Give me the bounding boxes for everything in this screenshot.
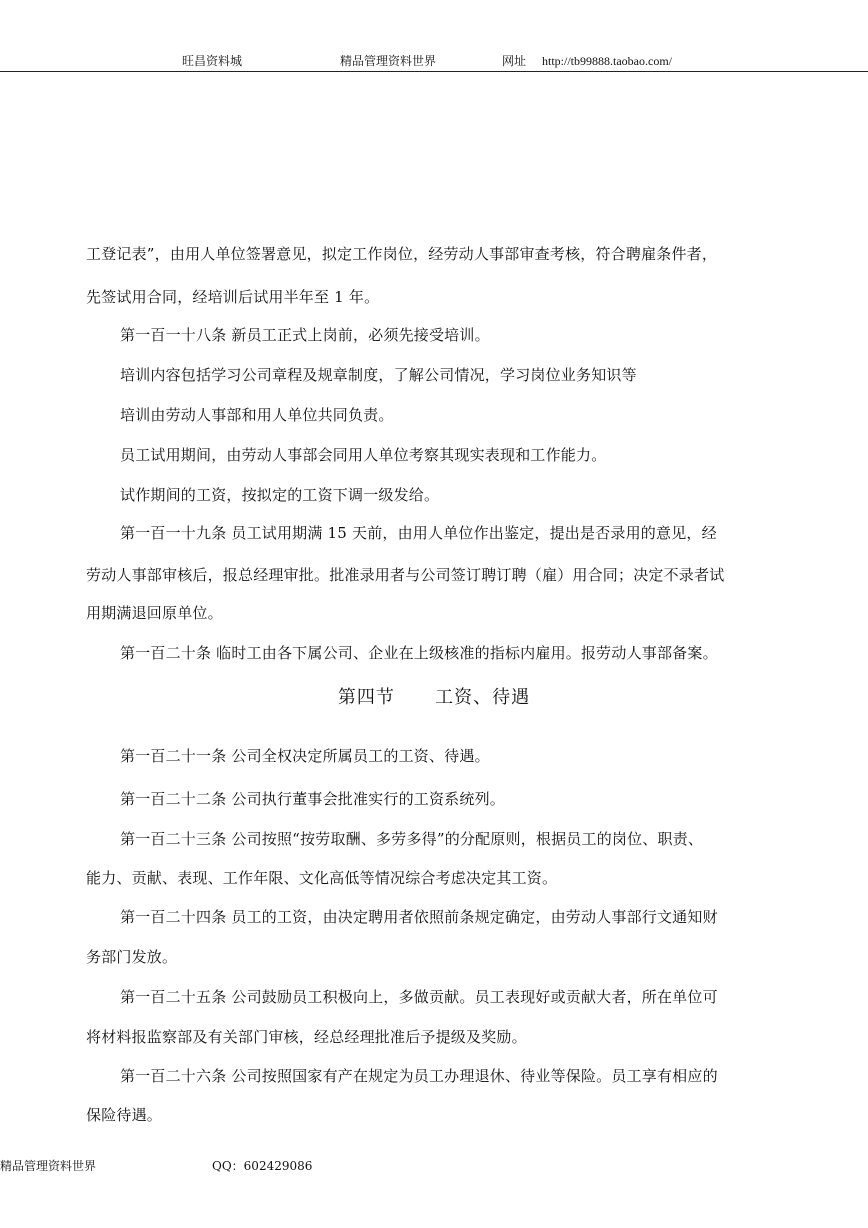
paragraph-line: 保险待遇。 bbox=[86, 1106, 163, 1124]
article-123: 第一百二十三条 公司按照“按劳取酬、多劳多得”的分配原则，根据员工的岗位、职责、 bbox=[120, 830, 704, 848]
header-divider bbox=[0, 71, 868, 72]
article-119: 第一百一十九条 员工试用期满 15 天前，由用人单位作出鉴定，提出是否录用的意见，经 bbox=[120, 524, 717, 542]
paragraph-line: 工登记表”，由用人单位签署意见，拟定工作岗位，经劳动人事部审查考核，符合聘雇条件者， bbox=[86, 245, 718, 263]
paragraph-line: 劳动人事部审核后，报总经理审批。批准录用者与公司签订聘订聘（雇）用合同；决定不录者试 bbox=[86, 566, 725, 584]
article-121: 第一百二十一条 公司全权决定所属员工的工资、待遇。 bbox=[120, 747, 490, 765]
article-120: 第一百二十条 临时工由各下属公司、企业在上级核准的指标内雇用。报劳动人事部备案。 bbox=[120, 644, 718, 662]
paragraph-line: 培训由劳动人事部和用人单位共同负责。 bbox=[120, 406, 394, 424]
paragraph-line: 试作期间的工资，按拟定的工资下调一级发给。 bbox=[120, 486, 440, 504]
paragraph-line: 培训内容包括学习公司章程及规章制度，了解公司情况，学习岗位业务知识等 bbox=[120, 366, 637, 384]
paragraph-line: 务部门发放。 bbox=[86, 948, 178, 966]
page-header bbox=[0, 0, 868, 72]
header-url-link[interactable]: http://tb99888.taobao.com/ bbox=[542, 54, 672, 68]
article-125: 第一百二十五条 公司鼓励员工积极向上，多做贡献。员工表现好或贡献大者，所在单位可 bbox=[120, 988, 718, 1006]
article-124: 第一百二十四条 员工的工资，由决定聘用者依照前条规定确定，由劳动人事部行文通知财 bbox=[120, 908, 718, 926]
page-footer bbox=[0, 1158, 868, 1182]
header-title: 精品管理资料世界 bbox=[340, 54, 437, 68]
paragraph-line: 员工试用期间，由劳动人事部会同用人单位考察其现实表现和工作能力。 bbox=[120, 446, 607, 464]
paragraph-line: 能力、贡献、表现、工作年限、文化高低等情况综合考虑决定其工资。 bbox=[86, 869, 558, 887]
article-122: 第一百二十二条 公司执行董事会批准实行的工资系统列。 bbox=[120, 790, 505, 808]
footer-qq: QQ：602429086 bbox=[212, 1159, 313, 1173]
paragraph-line: 用期满退回原单位。 bbox=[86, 604, 223, 622]
article-126: 第一百二十六条 公司按照国家有产在规定为员工办理退休、待业等保险。员工享有相应的 bbox=[120, 1067, 718, 1085]
section-heading: 第四节 工资、待遇 bbox=[337, 687, 531, 708]
paragraph-line: 将材料报监察部及有关部门审核，经总经理批准后予提级及奖励。 bbox=[86, 1028, 527, 1046]
article-118: 第一百一十八条 新员工正式上岗前，必须先接受培训。 bbox=[120, 326, 490, 344]
header-url-label: 网址 bbox=[502, 54, 527, 68]
paragraph-line: 先签试用合同，经培训后试用半年至 1 年。 bbox=[86, 288, 380, 306]
header-site-name: 旺昌资料城 bbox=[182, 54, 243, 68]
footer-site-name: 精品管理资料世界 bbox=[0, 1159, 97, 1173]
